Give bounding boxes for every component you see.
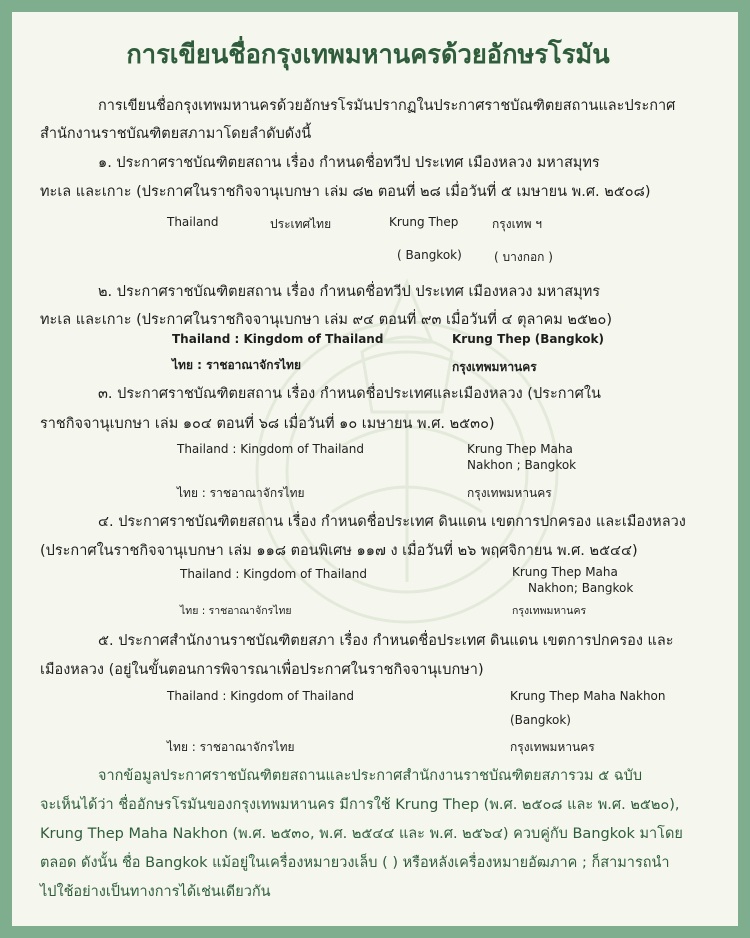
item-5-excerpt-en-capital: Krung Thep Maha Nakhon — [510, 689, 666, 703]
item-3-excerpt-th-capital: กรุงเทพมหานคร — [467, 486, 552, 500]
item-1-excerpt-th-country: ประเทศไทย — [270, 217, 332, 231]
intro-line-2: สำนักงานราชบัณฑิตยสภามาโดยลำดับดังนี้ — [40, 126, 312, 142]
item-2-excerpt-th-country: ไทย : ราชอาณาจักรไทย — [172, 358, 301, 372]
item-1-line-1: ๑. ประกาศราชบัณฑิตยสถาน เรื่อง กำหนดชื่อทวีป ประเทศ เมืองหลวง มหาสมุทร — [98, 155, 600, 171]
item-2-line-1: ๒. ประกาศราชบัณฑิตยสถาน เรื่อง กำหนดชื่อทวีป ประเทศ เมืองหลวง มหาสมุทร — [98, 284, 601, 300]
item-5-line-2: เมืองหลวง (อยู่ในขั้นตอนการพิจารณาเพื่อประกาศในราชกิจจานุเบกษา) — [40, 662, 484, 678]
item-1-excerpt-th-alt: ( บางกอก ) — [494, 250, 553, 264]
item-2-line-2: ทะเล และเกาะ (ประกาศในราชกิจจานุเบกษา เล่ม ๙๔ ตอนที่ ๙๓ เมื่อวันที่ ๔ ตุลาคม ๒๕๒๐) — [40, 312, 612, 328]
item-2-excerpt-th-capital: กรุงเทพมหานคร — [452, 360, 537, 374]
item-3-excerpt-en-country: Thailand : Kingdom of Thailand — [177, 442, 365, 456]
item-3-excerpt-en-capital-1: Krung Thep Maha — [467, 442, 573, 456]
item-4-excerpt-th-capital: กรุงเทพมหานคร — [512, 605, 587, 617]
item-5-excerpt-en-alt: (Bangkok) — [510, 713, 571, 727]
intro-line-1: การเขียนชื่อกรุงเทพมหานครด้วยอักษรโรมันปรากฏในประกาศราชบัณฑิตยสถานและประกาศ — [98, 98, 676, 114]
item-2-excerpt-en-capital: Krung Thep (Bangkok) — [452, 332, 604, 346]
document-page — [12, 12, 738, 926]
item-3-excerpt-th-country: ไทย : ราชอาณาจักรไทย — [177, 486, 305, 500]
item-2-excerpt-en-country: Thailand : Kingdom of Thailand — [172, 332, 384, 346]
item-3-line-1: ๓. ประกาศราชบัณฑิตยสถาน เรื่อง กำหนดชื่อประเทศและเมืองหลวง (ประกาศใน — [98, 386, 601, 402]
item-4-excerpt-en-country: Thailand : Kingdom of Thailand — [180, 567, 368, 581]
item-1-excerpt-en-alt: ( Bangkok) — [397, 248, 462, 262]
conclusion-line-4: ตลอด ดังนั้น ชื่อ Bangkok แม้อยู่ในเครื่องหมายวงเล็บ ( ) หรือหลังเครื่องหมายอัฒภาค ; ก็สามารถนำ — [40, 855, 670, 871]
item-5-excerpt-th-country: ไทย : ราชอาณาจักรไทย — [167, 740, 295, 754]
conclusion-line-1: จากข้อมูลประกาศราชบัณฑิตยสถานและประกาศสำนักงานราชบัณฑิตยสภารวม ๕ ฉบับ — [98, 768, 643, 784]
item-4-excerpt-en-capital-2: Nakhon; Bangkok — [528, 581, 634, 595]
item-4-excerpt-th-country: ไทย : ราชอาณาจักรไทย — [180, 605, 292, 617]
conclusion-line-5: ไปใช้อย่างเป็นทางการได้เช่นเดียวกัน — [40, 884, 271, 900]
item-1-excerpt-en-country: Thailand — [167, 215, 219, 229]
item-1-excerpt-th-capital: กรุงเทพ ฯ — [492, 217, 543, 231]
item-5-line-1: ๕. ประกาศสำนักงานราชบัณฑิตยสภา เรื่อง กำหนดชื่อประเทศ ดินแดน เขตการปกครอง และ — [98, 633, 674, 649]
conclusion-line-3: Krung Thep Maha Nakhon (พ.ศ. ๒๕๓๐, พ.ศ. ๒๕๔๔ และ พ.ศ. ๒๕๖๔) ควบคู่กับ Bangkok มาโดย — [40, 826, 683, 842]
item-4-excerpt-en-capital-1: Krung Thep Maha — [512, 565, 618, 579]
item-4-line-1: ๔. ประกาศราชบัณฑิตยสถาน เรื่อง กำหนดชื่อประเทศ ดินแดน เขตการปกครอง และเมืองหลวง — [98, 514, 686, 530]
conclusion-line-2: จะเห็นได้ว่า ชื่ออักษรโรมันของกรุงเทพมหานคร มีการใช้ Krung Thep (พ.ศ. ๒๕๐๘ และ พ.ศ. ๒๕๒๐), — [40, 797, 680, 813]
item-3-excerpt-en-capital-2: Nakhon ; Bangkok — [467, 458, 577, 472]
item-1-line-2: ทะเล และเกาะ (ประกาศในราชกิจจานุเบกษา เล่ม ๘๒ ตอนที่ ๒๘ เมื่อวันที่ ๕ เมษายน พ.ศ. ๒๕๐๘) — [40, 184, 651, 200]
item-4-line-2: (ประกาศในราชกิจจานุเบกษา เล่ม ๑๑๘ ตอนพิเศษ ๑๑๗ ง เมื่อวันที่ ๒๖ พฤศจิกายน พ.ศ. ๒๕๔๔) — [40, 543, 638, 559]
item-3-line-2: ราชกิจจานุเบกษา เล่ม ๑๐๔ ตอนที่ ๖๘ เมื่อวันที่ ๑๐ เมษายน พ.ศ. ๒๕๓๐) — [40, 416, 495, 432]
item-5-excerpt-en-country: Thailand : Kingdom of Thailand — [167, 689, 355, 703]
item-1-excerpt-en-capital: Krung Thep — [389, 215, 459, 229]
page-title: การเขียนชื่อกรุงเทพมหานครด้วยอักษรโรมัน — [126, 40, 610, 70]
item-5-excerpt-th-capital: กรุงเทพมหานคร — [510, 740, 595, 754]
